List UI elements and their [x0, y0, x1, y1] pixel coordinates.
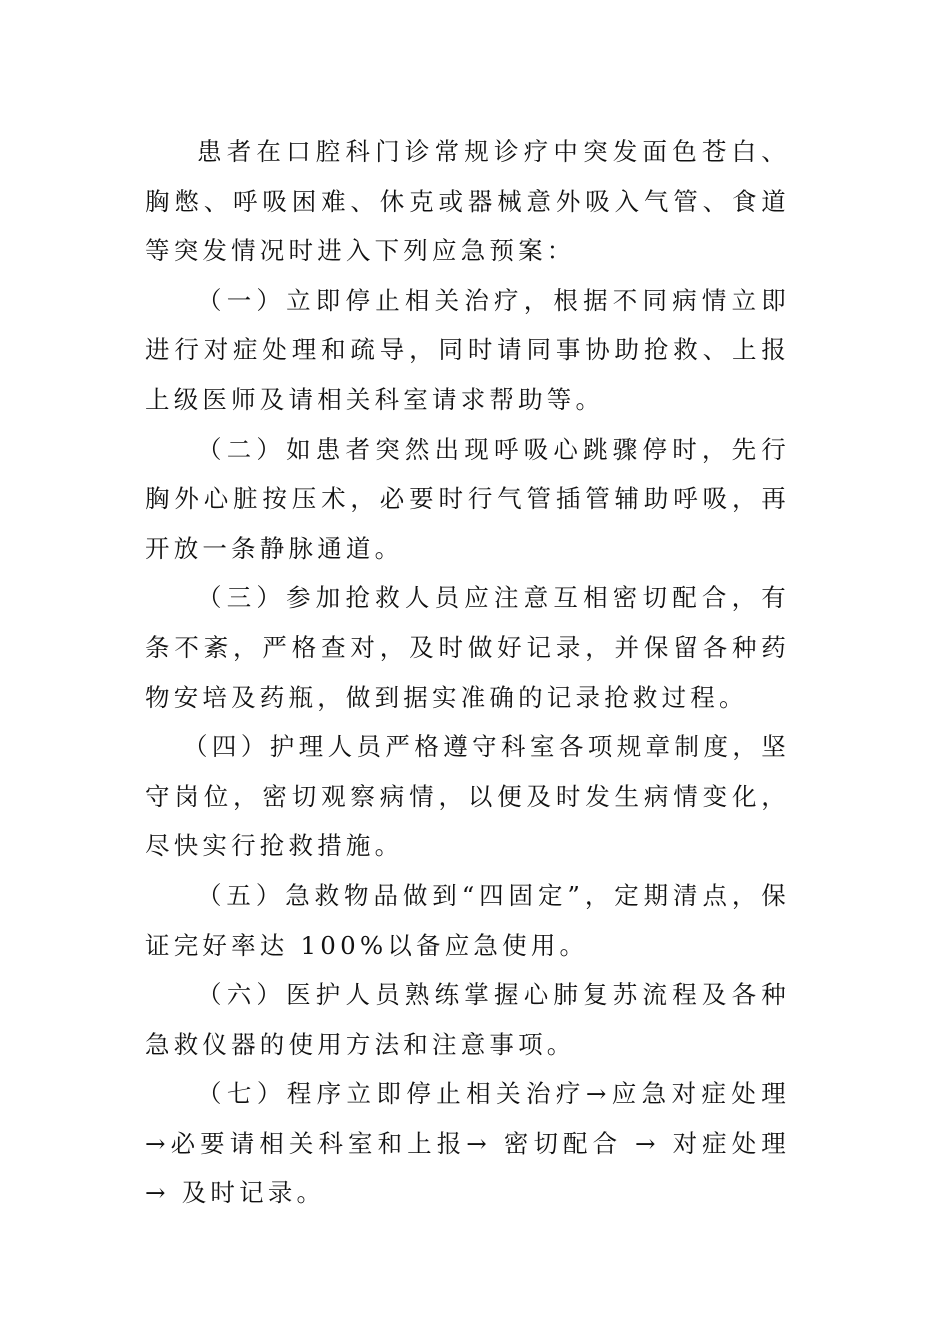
item-5-paragraph: （五）急救物品做到“四固定”，定期清点，保证完好率达 100%以备应急使用。	[145, 880, 790, 960]
item-6-paragraph: （六）医护人员熟练掌握心肺复苏流程及各种急救仪器的使用方法和注意事项。	[145, 980, 790, 1059]
item-7-paragraph: （七）程序立即停止相关治疗→应急对症处理→必要请相关科室和上报→ 密切配合 → 对症处理 → 及时记录。	[145, 1079, 790, 1208]
item-3-paragraph: （三）参加抢救人员应注意互相密切配合，有条不紊，严格查对，及时做好记录，并保留各种药物安培及药瓶，做到据实准确的记录抢救过程。	[145, 583, 790, 712]
item-2-paragraph: （二）如患者突然出现呼吸心跳骤停时，先行胸外心脏按压术，必要时行气管插管辅助呼吸，再开放一条静脉通道。	[145, 434, 790, 563]
item-4-paragraph: （四）护理人员严格遵守科室各项规章制度，坚守岗位，密切观察病情，以便及时发生病情变化，尽快实行抢救措施。	[145, 732, 790, 861]
intro-paragraph: 患者在口腔科门诊常规诊疗中突发面色苍白、胸憋、呼吸困难、休克或器械意外吸入气管、食道等突发情况时进入下列应急预案：	[145, 137, 790, 266]
item-1-paragraph: （一）立即停止相关治疗，根据不同病情立即进行对症处理和疏导，同时请同事协助抢救、上报上级医师及请相关科室请求帮助等。	[145, 285, 790, 414]
document-body	[145, 127, 790, 1218]
